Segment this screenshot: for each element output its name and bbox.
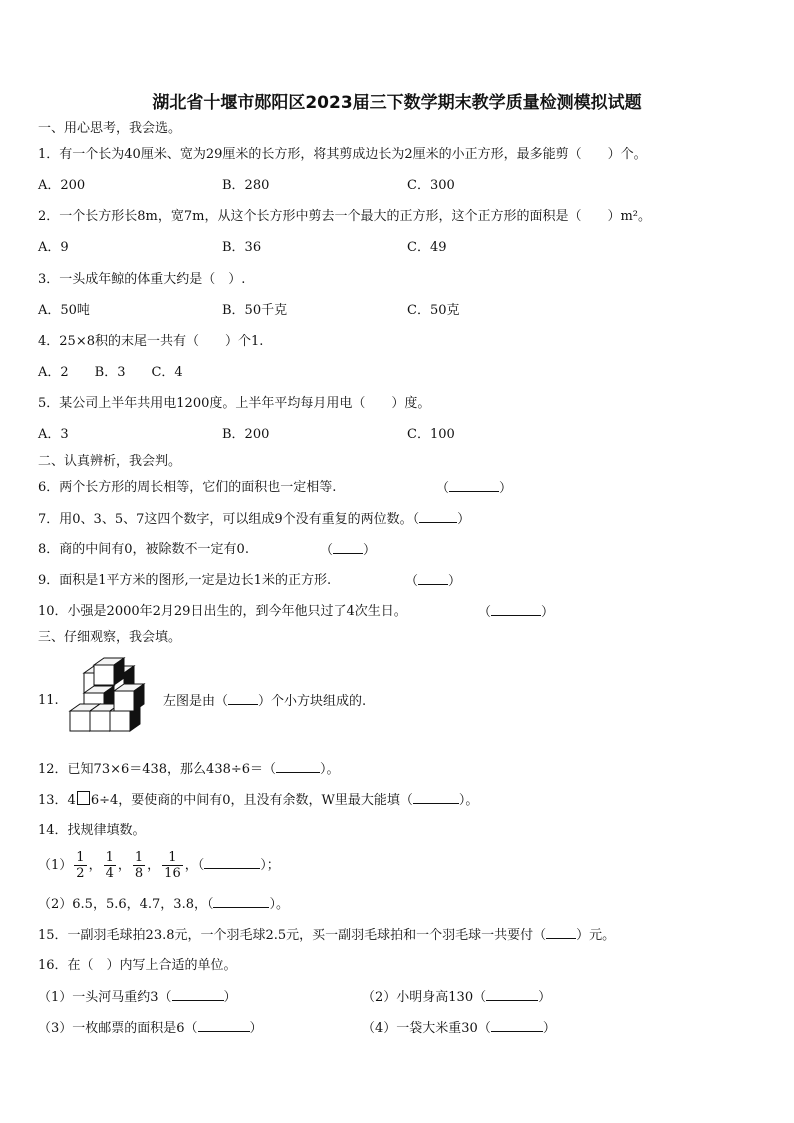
q7-answer-blank[interactable]: （ ） [412,512,471,527]
q2-option-a: A．9 [38,240,69,255]
fraction: $\frac{1}{2}$ [76,850,85,881]
question-8: 8．商的中间有0，被除数不一定有0. [38,542,249,557]
q16-part4: （4）一袋大米重30（ ） [362,1021,556,1036]
q6-answer-blank[interactable]: （ ） [436,481,513,496]
q16-4-answer-blank[interactable] [491,1019,543,1032]
q13-answer-blank[interactable] [413,791,459,804]
question-9: 9．面积是1平方米的图形,一定是边长1米的正方形. [38,573,332,588]
q9-answer-blank[interactable]: （ ） [405,574,462,589]
question-7: 7．用0、3、5、7这四个数字，可以组成9个没有重复的两位数。（ ） [38,512,471,527]
q16-3-answer-blank[interactable] [198,1019,250,1032]
question-4: 4．25×8积的末尾一共有（ ）个1. [38,334,264,349]
question-10: 10．小强是2000年2月29日出生的，到今年他只过了4次生日。 [38,604,407,619]
q1-option-b: B．280 [222,178,270,193]
section-heading-3: 三、仔细观察，我会填。 [38,630,182,645]
q8-answer-blank[interactable]: （ ） [320,543,377,558]
q2-option-c: C．49 [407,240,447,255]
question-3: 3．一头成年鲸的体重大约是（ ）. [38,272,246,287]
q1-option-c: C．300 [407,178,455,193]
q14-1-answer-blank[interactable] [204,856,260,869]
question-6: 6．两个长方形的周长相等，它们的面积也一定相等. [38,480,337,495]
fraction: $\frac{1}{4}$ [105,850,114,881]
question-1: 1．有一个长为40厘米、宽为29厘米的长方形，将其剪成边长为2厘米的小正方形，最多能剪（ ）个。 [38,147,647,162]
q11-answer-blank[interactable] [228,692,258,705]
question-13: 13．4 6÷4，要使商的中间有0，且没有余数，W里最大能填（ ）。 [38,793,479,808]
question-11-number: 11. [38,693,59,708]
question-5: 5．某公司上半年共用电1200度。上半年平均每月用电（ ）度。 [38,396,431,411]
section-heading-1: 一、用心思考，我会选。 [38,121,182,136]
q2-option-b: B．36 [222,240,262,255]
section-heading-2: 二、认真辨析，我会判。 [38,454,182,469]
q16-2-answer-blank[interactable] [486,988,538,1001]
q16-1-answer-blank[interactable] [172,988,224,1001]
q3-option-a: A．50吨 [38,303,90,318]
question-12: 12．已知73×6＝438，那么438÷6＝（ ）。 [38,762,340,777]
question-11: 左图是由（ ）个小方块组成的. [163,694,367,709]
question-15: 15．一副羽毛球拍23.8元，一个羽毛球2.5元，买一副羽毛球拍和一个羽毛球一共要付（ ）元。 [38,928,616,943]
q15-answer-blank[interactable] [546,926,576,939]
cube-stack-figure [66,655,162,745]
q10-answer-blank[interactable]: （ ） [478,605,555,620]
fraction: $\frac{1}{8}$ [134,850,144,881]
question-16: 16．在（ ）内写上合适的单位。 [38,958,237,973]
question-2: 2．一个长方形长8m，宽7m，从这个长方形中剪去一个最大的正方形，这个正方形的面积是（ ）m²。 [38,209,652,224]
q3-option-c: C．50克 [407,303,460,318]
q3-option-b: B．50千克 [222,303,288,318]
exam-title: 湖北省十堰市郧阳区2023届三下数学期末教学质量检测模拟试题 [152,93,642,113]
q14-part1: （1） $\frac{1}{2}$ ， $\frac{1}{4}$ ， $\frac{1}{8}$ ， $\frac{1}{16}$ ，（ ）； [38,850,280,881]
q16-part1: （1）一头河马重约3（ ） [38,990,237,1005]
fraction: $\frac{1}{16}$ [164,850,181,881]
q5-option-c: C．100 [407,427,455,442]
q4-options: A．2 B．3 C．4 [38,365,183,380]
cube [94,658,124,685]
q14-part2: （2）6.5，5.6，4.7，3.8，（ ）。 [38,897,289,912]
cube [114,684,144,711]
question-14: 14．找规律填数。 [38,823,146,838]
q5-option-b: B．200 [222,427,270,442]
q16-part2: （2）小明身高130（ ） [362,990,552,1005]
q14-2-answer-blank[interactable] [213,895,269,908]
q5-option-a: A．3 [38,427,69,442]
digit-box[interactable] [77,791,90,805]
q1-option-a: A．200 [38,178,86,193]
q12-answer-blank[interactable] [276,760,320,773]
q16-part3: （3）一枚邮票的面积是6（ ） [38,1021,263,1036]
